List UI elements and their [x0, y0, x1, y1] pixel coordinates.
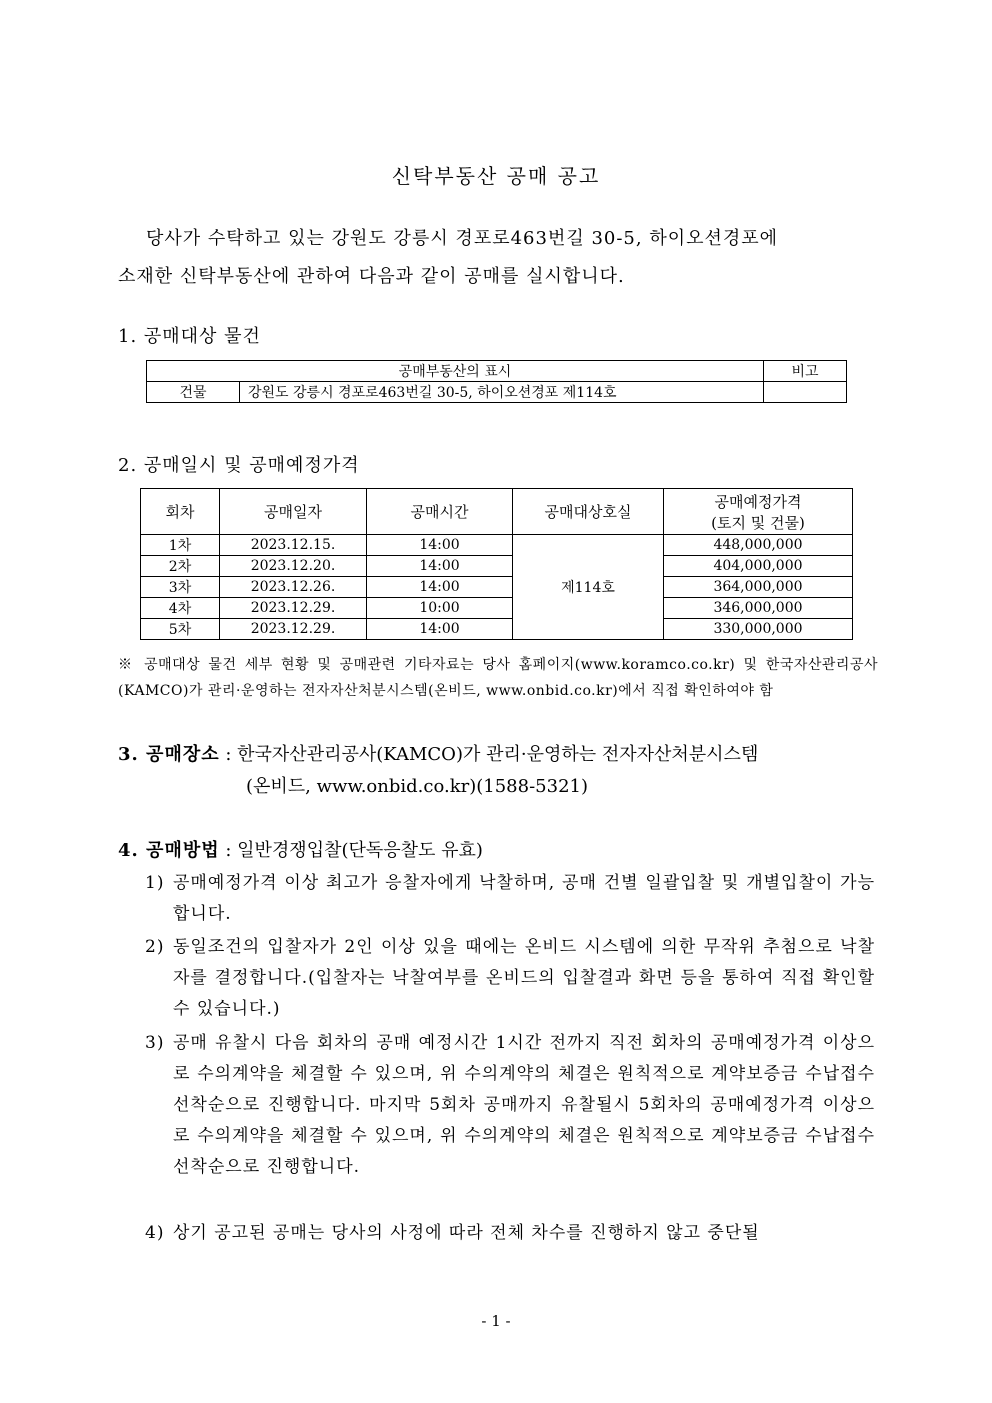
round-cell: 3차	[141, 577, 220, 598]
section4-label: 4. 공매방법	[118, 840, 220, 861]
price-cell: 404,000,000	[664, 556, 853, 577]
price-cell: 346,000,000	[664, 598, 853, 619]
item-number: 1)	[145, 873, 165, 893]
date-cell: 2023.12.29.	[220, 598, 367, 619]
property-header-desc: 공매부동산의 표시	[147, 361, 764, 382]
date-cell: 2023.12.15.	[220, 535, 367, 556]
section3: 3. 공매장소 : 한국자산관리공사(KAMCO)가 관리·운영하는 전자자산처분시스템 (온비드, www.onbid.co.kr)(1588-5321)	[118, 740, 878, 802]
intro-paragraph	[118, 220, 878, 296]
property-desc-cell: 강원도 강릉시 경포로463번길 30-5, 하이오션경포 제114호	[240, 382, 764, 403]
date-cell: 2023.12.29.	[220, 619, 367, 640]
round-cell: 2차	[141, 556, 220, 577]
property-table	[146, 360, 847, 403]
item-text: 상기 공고된 공매는 당사의 사정에 따라 전체 차수를 진행하지 않고 중단될	[173, 1223, 760, 1243]
table-row	[141, 598, 853, 619]
schedule-header-price-line2: (토지 및 건물)	[711, 513, 805, 532]
schedule-header-price	[664, 489, 853, 535]
section3-line1: 한국자산관리공사(KAMCO)가 관리·운영하는 전자자산처분시스템	[237, 744, 759, 765]
section2-heading: 2. 공매일시 및 공매예정가격	[118, 455, 360, 476]
property-note-cell	[764, 382, 847, 403]
round-cell: 1차	[141, 535, 220, 556]
unit-cell: 제114호	[513, 535, 664, 640]
item-number: 4)	[145, 1223, 165, 1243]
schedule-header-time: 공매시간	[367, 489, 513, 535]
schedule-header-unit: 공매대상호실	[513, 489, 664, 535]
price-cell: 364,000,000	[664, 577, 853, 598]
time-cell: 14:00	[367, 556, 513, 577]
round-cell: 4차	[141, 598, 220, 619]
list-item	[145, 1028, 875, 1183]
page-number: - 1 -	[481, 1312, 511, 1330]
section3-label: 3. 공매장소	[118, 744, 220, 765]
item-text: 동일조건의 입찰자가 2인 이상 있을 때에는 온비드 시스템에 의한 무작위 추첨으로 낙찰자를 결정합니다.(입찰자는 낙찰여부를 온비드의 입찰결과 화면 등을 통하여 직접 확인할 수 있습니다.)	[173, 937, 875, 1019]
time-cell: 14:00	[367, 535, 513, 556]
list-item	[145, 868, 875, 930]
time-cell: 14:00	[367, 619, 513, 640]
time-cell: 10:00	[367, 598, 513, 619]
table-row	[141, 556, 853, 577]
section3-line2: (온비드, www.onbid.co.kr)(1588-5321)	[246, 776, 588, 797]
section1-heading: 1. 공매대상 물건	[118, 326, 261, 347]
price-cell: 330,000,000	[664, 619, 853, 640]
section4-value: 일반경쟁입찰(단독응찰도 유효)	[237, 840, 483, 861]
table-row	[141, 535, 853, 556]
list-item	[145, 932, 875, 1025]
table-row	[141, 619, 853, 640]
date-cell: 2023.12.26.	[220, 577, 367, 598]
date-cell: 2023.12.20.	[220, 556, 367, 577]
property-header-note: 비고	[764, 361, 847, 382]
table-row	[141, 577, 853, 598]
schedule-header-round: 회차	[141, 489, 220, 535]
time-cell: 14:00	[367, 577, 513, 598]
round-cell: 5차	[141, 619, 220, 640]
item-number: 3)	[145, 1033, 165, 1053]
section4-heading: 4. 공매방법 : 일반경쟁입찰(단독응찰도 유효)	[118, 840, 483, 861]
list-item	[145, 1218, 875, 1249]
schedule-note: ※ 공매대상 물건 세부 현황 및 공매관련 기타자료는 당사 홈페이지(www.koramco.co.kr) 및 한국자산관리공사(KAMCO)가 관리·운영하는 전자자산처분시스템(온비드, www.onbid.co.kr)에서 직접 확인하여야 함	[118, 657, 878, 699]
item-text: 공매예정가격 이상 최고가 응찰자에게 낙찰하며, 공매 건별 일괄입찰 및 개별입찰이 가능합니다.	[173, 873, 875, 924]
intro-line-1: 당사가 수탁하고 있는 강원도 강릉시 경포로463번길 30-5, 하이오션경포에	[146, 228, 779, 249]
auction-schedule-table	[140, 488, 853, 640]
schedule-header-date: 공매일자	[220, 489, 367, 535]
intro-line-2: 소재한 신탁부동산에 관하여 다음과 같이 공매를 실시합니다.	[118, 266, 625, 287]
page-title: 신탁부동산 공매 공고	[391, 164, 601, 188]
item-text: 공매 유찰시 다음 회차의 공매 예정시간 1시간 전까지 직전 회차의 공매예정가격 이상으로 수의계약을 체결할 수 있으며, 위 수의계약의 체결은 원칙적으로 계약보증금 수납접수 선착순으로 진행합니다. 마지막 5회차 공매까지 유찰될시 5회차의 공매예정가격 이상으로 수의계약을 체결할 수 있으며, 위 수의계약의 체결은 원칙적으로 계약보증금 수납접수 선착순으로 진행합니다.	[173, 1033, 875, 1177]
item-number: 2)	[145, 937, 165, 957]
price-cell: 448,000,000	[664, 535, 853, 556]
schedule-header-price-line1: 공매예정가격	[714, 492, 802, 511]
property-type-cell: 건물	[147, 382, 240, 403]
